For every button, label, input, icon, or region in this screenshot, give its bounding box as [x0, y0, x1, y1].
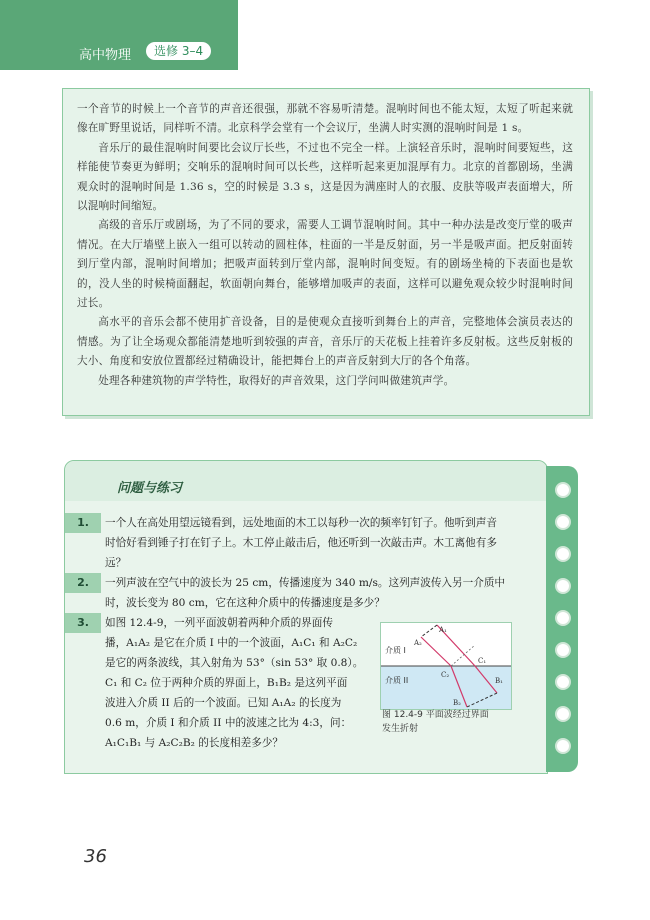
- binder-ring: [555, 578, 571, 594]
- question-line: 远？: [105, 557, 127, 569]
- binder-ring: [555, 482, 571, 498]
- question-line: C₁ 和 C₂ 位于两种介质的界面上，B₁B₂ 是这列平面: [105, 677, 348, 689]
- binder-ring: [555, 514, 571, 530]
- label-b2: B₂: [453, 699, 461, 707]
- page-header: [0, 0, 650, 70]
- question-line: 如图 12.4-9，一列平面波朝着两种介质的界面传: [105, 617, 333, 629]
- reading-text: [77, 100, 573, 391]
- question-line: 是它的两条波线，其入射角为 53°（sin 53° 取 0.8）。: [105, 657, 364, 669]
- question-number: 2.: [65, 573, 101, 593]
- paragraph: 高水平的音乐会都不使用扩音设备，目的是使观众直接听到舞台上的声音，完整地体会演员表达的情感。为了让全场观众都能清楚地听到较强的声音，音乐厅的天花板上挂着许多反射板。这些反射板的大小、角度和安放位置都经过精确设计，能把舞台上的声音反射到大厅的各个角落。: [77, 316, 573, 368]
- binder-ring: [555, 674, 571, 690]
- question-text: [105, 513, 497, 573]
- binder-ring: [555, 642, 571, 658]
- page-number: 36: [84, 846, 107, 867]
- caption-line: 发生折射: [382, 724, 419, 734]
- binder-ring: [555, 546, 571, 562]
- subject-title: 高中物理: [79, 48, 132, 63]
- question-line: 一列声波在空气中的波长为 25 cm，传播速度为 340 m/s。这列声波传入另一介质中: [105, 577, 506, 589]
- label-c1: C₁: [478, 657, 487, 665]
- side-tab: [546, 466, 578, 772]
- question-text: [105, 613, 383, 753]
- caption-line: 图 12.4-9 平面波经过界面: [382, 710, 489, 720]
- paragraph: 高级的音乐厅或剧场，为了不同的要求，需要人工调节混响时间。其中一种办法是改变厅堂的吸声情况。在大厅墙壁上嵌入一组可以转动的圆柱体，柱面的一半是反射面，另一半是吸声面。把反射面转到厅堂内部，混响时间增加；把吸声面转到厅堂内部，混响时间变短。有的剧场坐椅的下表面也是软的，没人坐的时候椅面翻起，软面朝向舞台，能够增加吸声的表面，这样可以避免观众较少时混响时间过长。: [77, 219, 573, 310]
- binder-ring: [555, 738, 571, 754]
- question-line: 时，波长变为 80 cm，它在这种介质中的传播速度是多少？: [105, 597, 385, 609]
- label-c2: C₂: [441, 671, 450, 679]
- medium-1-label: 介质 I: [385, 646, 406, 655]
- question-line: 一个人在高处用望远镜看到，远处地面的木工以每秒一次的频率钉钉子。他听到声音: [105, 517, 497, 529]
- binder-ring: [555, 706, 571, 722]
- question-line: 0.6 m，介质 I 和介质 II 中的波速之比为 4:3，问：: [105, 717, 352, 729]
- refraction-figure: [380, 622, 512, 710]
- question-line: 波进入介质 II 后的一个波面。已知 A₁A₂ 的长度为: [105, 697, 342, 709]
- figure-caption: [382, 708, 522, 736]
- label-a2: A₂: [414, 639, 422, 647]
- paragraph: 一个音节的时候上一个音节的声音还很强，那就不容易听清楚。混响时间也不能太短，太短了听起来就像在旷野里说话，同样听不清。北京科学会堂有一个会议厅，坐满人时实测的混响时间是 1 s。: [77, 103, 573, 135]
- question-number: 3.: [65, 613, 101, 633]
- binder-ring: [555, 610, 571, 626]
- question-line: 时恰好看到锤子打在钉子上。木工停止敲击后，他还听到一次敲击声。木工离他有多: [105, 537, 497, 549]
- exercise-title: 问题与练习: [117, 481, 183, 496]
- question-text: [105, 573, 505, 613]
- question-line: A₁C₁B₁ 与 A₂C₂B₂ 的长度相差多少？: [105, 737, 284, 749]
- question-number: 1.: [65, 513, 101, 533]
- reading-box: [62, 88, 590, 416]
- paragraph: 处理各种建筑物的声学特性，取得好的声音效果，这门学问叫做建筑声学。: [98, 374, 455, 387]
- label-a1: A₁: [439, 626, 447, 634]
- medium-2-label: 介质 II: [385, 676, 409, 685]
- paragraph: 音乐厅的最佳混响时间要比会议厅长些，不过也不完全一样。上演轻音乐时，混响时间要短些，这样能使节奏更为鲜明；交响乐的混响时间可以长些，这样听起来更加混厚有力。北京的首都剧场，坐满观众时的混响时间是 1.36 s，空的时候是 3.3 s，这是因为满座时人的衣服、皮肤等吸声表面增大，所以混响时间缩短。: [77, 141, 573, 213]
- volume-badge: 选修 3–4: [146, 42, 211, 60]
- refraction-diagram: [381, 623, 511, 709]
- exercise-header: [65, 461, 547, 501]
- question-line: 播，A₁A₂ 是它在介质 I 中的一个波面，A₁C₁ 和 A₂C₂: [105, 637, 358, 649]
- label-b1: B₁: [495, 677, 503, 685]
